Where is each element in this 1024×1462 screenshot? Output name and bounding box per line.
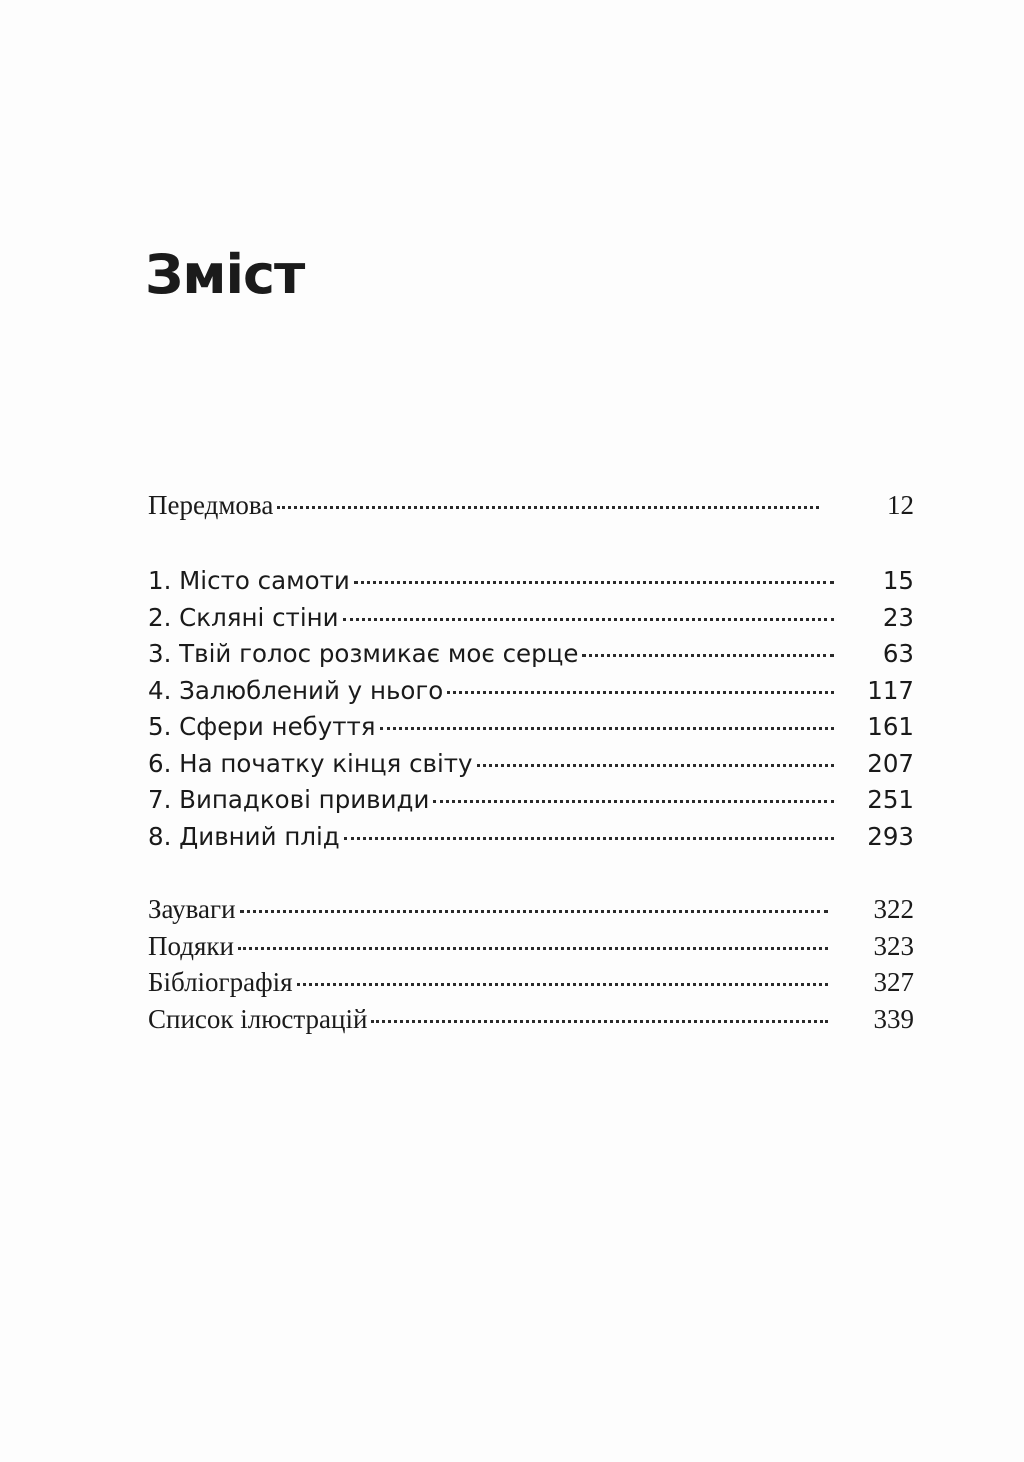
- toc-dot-leader: [344, 837, 834, 840]
- toc-entry-label: Зауваги: [148, 894, 236, 924]
- toc-dot-leader: [277, 506, 819, 509]
- toc-entry-page: 251: [867, 785, 914, 814]
- toc-entry-label: 4. Залюблений у нього: [148, 675, 444, 705]
- toc-dot-leader: [371, 1020, 828, 1023]
- toc-entry-label: Список ілюстрацій: [148, 1003, 368, 1034]
- toc-entry-page: 339: [873, 1003, 914, 1034]
- toc-entry-label: Бібліографія: [148, 967, 293, 997]
- toc-entry-label: 3. Твій голос розмикає моє серце: [148, 639, 579, 668]
- toc-entry-page: 63: [882, 639, 914, 668]
- toc-entry: [148, 785, 914, 822]
- toc-chapters-section: [148, 566, 914, 858]
- toc-dot-leader: [447, 691, 834, 694]
- toc-entry-label: Подяки: [148, 930, 234, 961]
- toc-entry-page: 23: [882, 602, 914, 632]
- toc-back-matter-section: [148, 894, 914, 1040]
- toc-entry-page: 15: [882, 566, 914, 595]
- toc-entry-label: 7. Випадкові привиди: [148, 785, 430, 814]
- toc-entry-label: 6. На початку кінця світу: [148, 748, 473, 778]
- toc-entry: [148, 639, 914, 676]
- toc-dot-leader: [582, 654, 834, 657]
- toc-entry: [148, 967, 914, 1004]
- toc-entry-label: 8. Дивний плід: [148, 821, 340, 851]
- toc-entry-label: Передмова: [148, 490, 274, 520]
- toc-entry: [148, 712, 914, 749]
- toc-entry: [148, 676, 914, 713]
- toc-dot-leader: [238, 947, 828, 950]
- toc-entry-page: 161: [867, 712, 914, 741]
- toc-entry: [148, 749, 914, 786]
- toc-dot-leader: [343, 618, 834, 621]
- toc-entry: [148, 490, 914, 527]
- toc-entry-page: 327: [873, 967, 914, 997]
- toc-entry: [148, 931, 914, 968]
- toc-entry-page: 293: [867, 821, 914, 851]
- toc-entry-page: 322: [873, 894, 914, 924]
- toc-dot-leader: [354, 581, 834, 584]
- toc-entry: [148, 603, 914, 640]
- toc-entry-label: 2. Скляні стіни: [148, 602, 339, 632]
- toc-dot-leader: [380, 727, 834, 730]
- toc-entry-label: 5. Сфери небуття: [148, 712, 376, 741]
- toc-entry-page: 117: [867, 675, 914, 705]
- toc-entry-page: 323: [873, 930, 914, 961]
- toc-dot-leader: [297, 983, 828, 986]
- toc-entry: [148, 894, 914, 931]
- toc-dot-leader: [240, 910, 828, 913]
- toc-dot-leader: [477, 764, 834, 767]
- toc-dot-leader: [433, 800, 834, 803]
- toc-entry-page: 12: [887, 490, 914, 520]
- toc-entry: [148, 566, 914, 603]
- toc-entry: [148, 1004, 914, 1041]
- page-title: Зміст: [145, 243, 305, 306]
- toc-entry-label: 1. Місто самоти: [148, 566, 350, 595]
- toc-intro-section: [148, 490, 914, 527]
- toc-entry-page: 207: [867, 748, 914, 778]
- toc-entry: [148, 822, 914, 859]
